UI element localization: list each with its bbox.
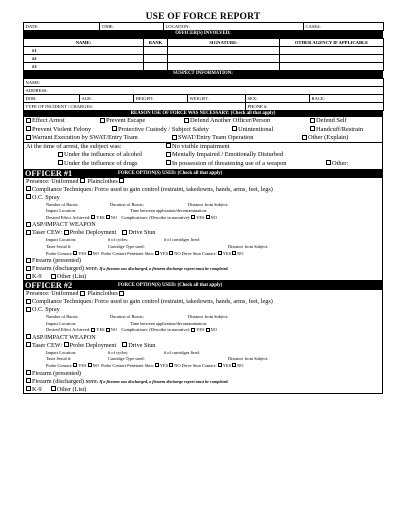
taser-option[interactable]: Taser CEW: bbox=[26, 342, 62, 349]
asp-row[interactable]: ASP/IMPACT WEAPON bbox=[24, 334, 382, 342]
officer-force-section bbox=[23, 178, 383, 282]
reason-protective-custody[interactable]: Protective Custody / Subject Safety bbox=[112, 126, 232, 134]
suspect-info-bar: SUSPECT INFORMATION: bbox=[23, 71, 383, 78]
use-of-force-form bbox=[23, 12, 383, 394]
presence-row: Presence: Uniformed Plainclothes bbox=[24, 290, 382, 298]
col-other-agency: OTHER AGENCY IF APPLICABLE bbox=[280, 38, 384, 46]
checkbox[interactable] bbox=[51, 274, 56, 279]
firearm-discharged-row[interactable]: Firearm (discharged) NOTE: If a firearm was discharged, a firearm discharge report must be completed. bbox=[24, 265, 382, 273]
k9-option[interactable]: K-9 bbox=[26, 273, 42, 280]
taser-contact-row: Probe Contact: YES NO Probe Contact Penetrate Skin: YES NO Drive Stun Contact: YES NO bbox=[46, 363, 244, 369]
subject-was-label: At the time of arrest, the subject was: bbox=[26, 142, 122, 150]
height-field[interactable]: HEIGHT: bbox=[134, 94, 188, 102]
checkbox[interactable] bbox=[26, 386, 31, 391]
checkbox[interactable] bbox=[26, 299, 31, 304]
reason-bar: REASON USE OF FORCE WAS NECESSARY: (Check all that apply) bbox=[23, 111, 383, 118]
force-options-label: FORCE OPTION(S) USED: (Check all that apply) bbox=[118, 170, 223, 176]
checkbox[interactable] bbox=[91, 328, 95, 332]
officer-row[interactable]: #1 bbox=[24, 46, 384, 54]
checkbox[interactable] bbox=[232, 363, 236, 367]
date-field[interactable]: DATE: bbox=[24, 23, 100, 31]
taser-row bbox=[24, 342, 382, 350]
firearm-presented-row[interactable]: Firearm (presented) bbox=[24, 370, 382, 378]
checkbox[interactable] bbox=[169, 363, 173, 367]
checkbox[interactable] bbox=[58, 160, 63, 165]
drive-stun-option[interactable]: Drive Stun bbox=[122, 342, 155, 349]
checkbox[interactable] bbox=[206, 328, 210, 332]
taser-impact-row: Impact Location: # of cycles: # of cartridges fired: bbox=[46, 237, 200, 243]
checkbox[interactable] bbox=[112, 126, 117, 131]
checkbox[interactable] bbox=[191, 328, 195, 332]
reason-handcuff[interactable]: Handcuff/Restrain bbox=[310, 126, 363, 134]
reason-swat-operation[interactable]: SWAT/Entry Team Operation bbox=[172, 134, 302, 142]
suspect-address-field[interactable]: ADDRESS: bbox=[24, 86, 384, 94]
col-rank: RANK bbox=[144, 38, 168, 46]
checkbox[interactable] bbox=[169, 251, 173, 255]
checkbox[interactable] bbox=[122, 230, 127, 235]
compliance-row[interactable]: Compliance Techniques: Force used to gain control (restraint, takedowns, hands, arms, feet, legs) bbox=[24, 186, 382, 194]
checkbox[interactable] bbox=[73, 363, 77, 367]
reason-prevent-felony[interactable]: Prevent Violent Felony bbox=[26, 126, 112, 134]
reason-other[interactable]: Other (Explain) bbox=[302, 134, 348, 142]
checkbox[interactable] bbox=[218, 251, 222, 255]
checkbox[interactable] bbox=[26, 266, 31, 271]
checkbox[interactable] bbox=[26, 135, 31, 140]
checkbox[interactable] bbox=[51, 386, 56, 391]
taser-serial-row: Taser Serial #: Cartridge Type used: Distance from Subject: bbox=[46, 356, 269, 362]
checkbox[interactable] bbox=[106, 328, 110, 332]
checkbox[interactable] bbox=[184, 118, 189, 123]
checkbox[interactable] bbox=[26, 194, 31, 199]
oc-spray-row[interactable]: O.C. Spray bbox=[24, 306, 382, 314]
taser-option[interactable]: Taser CEW: bbox=[26, 229, 62, 236]
taser-contact-row: Probe Contact: YES NO Probe Contact Penetrate Skin: YES NO Drive Stun Contact: YES NO bbox=[46, 250, 244, 256]
checkbox[interactable] bbox=[166, 152, 171, 157]
checkbox[interactable] bbox=[73, 251, 77, 255]
firearm-note: NOTE: If a firearm was discharged, a firearm discharge report must be completed. bbox=[85, 378, 229, 384]
checkbox[interactable] bbox=[119, 291, 124, 296]
other-list-option[interactable]: Other (List) bbox=[51, 386, 86, 393]
uniformed-option[interactable]: Uniformed bbox=[51, 178, 86, 185]
oc-spray-row[interactable]: O.C. Spray bbox=[24, 194, 382, 202]
firearm-note: NOTE: If a firearm was discharged, a firearm discharge report must be completed. bbox=[85, 266, 229, 272]
k9-row bbox=[24, 386, 382, 394]
checkbox[interactable] bbox=[232, 126, 237, 131]
taser-row bbox=[24, 229, 382, 237]
checkbox[interactable] bbox=[155, 251, 159, 255]
reason-warrant-swat[interactable]: Warrant Execution by SWAT/Entry Team bbox=[26, 134, 172, 142]
checkbox[interactable] bbox=[122, 342, 127, 347]
checkbox[interactable] bbox=[88, 363, 92, 367]
oc-impact-row: Impact Location: Time between application/decontamination: bbox=[46, 208, 208, 214]
header-table bbox=[23, 22, 384, 31]
checkbox[interactable] bbox=[326, 160, 331, 165]
checkbox[interactable] bbox=[26, 258, 31, 263]
asp-row[interactable]: ASP/IMPACT WEAPON bbox=[24, 221, 382, 229]
officers-involved-bar: OFFICER(S) INVOLVED: bbox=[23, 31, 383, 38]
officers-table bbox=[23, 38, 384, 71]
checkbox[interactable] bbox=[80, 291, 85, 296]
opt-other[interactable]: Other: bbox=[326, 160, 348, 169]
form-title: USE OF FORCE REPORT bbox=[145, 12, 261, 22]
age-field[interactable]: AGE: bbox=[80, 94, 134, 102]
opt-drugs[interactable]: Under the influence of drugs bbox=[58, 160, 166, 169]
drive-stun-option[interactable]: Drive Stun bbox=[122, 229, 155, 236]
checkbox[interactable] bbox=[26, 342, 31, 347]
taser-serial-row: Taser Serial #: Cartridge Type used: Distance from Subject: bbox=[46, 243, 269, 249]
checkbox[interactable] bbox=[232, 251, 236, 255]
checkbox[interactable] bbox=[58, 152, 63, 157]
checkbox[interactable] bbox=[80, 178, 85, 183]
firearm-discharged-row[interactable]: Firearm (discharged) NOTE: If a firearm was discharged, a firearm discharge report must be completed. bbox=[24, 378, 382, 386]
weight-field[interactable]: WEIGHT: bbox=[188, 94, 246, 102]
sex-field[interactable]: SEX: bbox=[246, 94, 310, 102]
time-field[interactable]: TIME: bbox=[100, 23, 164, 31]
checkbox[interactable] bbox=[206, 215, 210, 219]
reason-prevent-escape[interactable]: Prevent Escape bbox=[100, 117, 184, 125]
firearm-presented-row[interactable]: Firearm (presented) bbox=[24, 257, 382, 265]
checkbox[interactable] bbox=[26, 307, 31, 312]
reason-unintentional[interactable]: Unintentional bbox=[232, 126, 310, 134]
officer-header-bar bbox=[23, 169, 383, 178]
checkbox[interactable] bbox=[26, 274, 31, 279]
dob-field[interactable]: DOB: bbox=[24, 94, 80, 102]
reason-effect-arrest[interactable]: Effect Arrest bbox=[26, 117, 100, 125]
reason-section bbox=[23, 117, 383, 168]
checkbox[interactable] bbox=[88, 251, 92, 255]
checkbox[interactable] bbox=[26, 370, 31, 375]
opt-mental[interactable]: Mentally Impaired / Emotionally Disturbed bbox=[166, 151, 283, 160]
checkbox[interactable] bbox=[155, 363, 159, 367]
k9-option[interactable]: K-9 bbox=[26, 386, 42, 393]
checkbox[interactable] bbox=[26, 230, 31, 235]
officer-header-bar bbox=[23, 281, 383, 290]
checkbox[interactable] bbox=[64, 230, 69, 235]
probe-option[interactable]: Probe Deployment bbox=[64, 342, 117, 349]
checkbox[interactable] bbox=[100, 118, 105, 123]
col-name: NAME: bbox=[24, 38, 144, 46]
officer-name: OFFICER #1 bbox=[25, 168, 73, 178]
checkbox[interactable] bbox=[310, 118, 315, 123]
case-field[interactable]: CASE#: bbox=[304, 23, 384, 31]
checkbox[interactable] bbox=[26, 126, 31, 131]
officer-name: OFFICER #2 bbox=[25, 281, 73, 291]
checkbox[interactable] bbox=[91, 215, 95, 219]
uniformed-option[interactable]: Uniformed bbox=[51, 290, 86, 297]
checkbox[interactable] bbox=[106, 215, 110, 219]
reason-defend-another[interactable]: Defend Another Officer/Person bbox=[184, 117, 310, 125]
checkbox[interactable] bbox=[310, 126, 315, 131]
checkbox[interactable] bbox=[302, 135, 307, 140]
oc-desired-row: Desired Effect Achieved: YES NO Complications: (Describe in narrative): YES NO bbox=[46, 327, 217, 333]
compliance-row[interactable]: Compliance Techniques: Force used to gain control (restraint, takedowns, hands, arms, feet, legs) bbox=[24, 298, 382, 306]
officer-force-section bbox=[23, 290, 383, 394]
force-options-label: FORCE OPTION(S) USED: (Check all that apply) bbox=[118, 283, 223, 289]
oc-desired-row: Desired Effect Achieved: YES NO Complications: (Describe in narrative): YES NO bbox=[46, 214, 217, 220]
suspect-name-field[interactable]: NAME: bbox=[24, 78, 384, 86]
checkbox[interactable] bbox=[26, 222, 31, 227]
col-signature: SIGNATURE: bbox=[168, 38, 280, 46]
presence-row: Presence: Uniformed Plainclothes bbox=[24, 178, 382, 186]
reason-defend-self[interactable]: Defend Self bbox=[310, 117, 347, 125]
checkbox[interactable] bbox=[26, 334, 31, 339]
checkbox[interactable] bbox=[166, 143, 171, 148]
suspect-table bbox=[23, 78, 384, 111]
checkbox[interactable] bbox=[191, 215, 195, 219]
plainclothes-option[interactable]: Plainclothes bbox=[88, 290, 126, 297]
oc-bursts-row: Number of Bursts: Duration of Bursts: Distance from Subject: bbox=[46, 314, 229, 320]
incident-type-field[interactable]: TYPE OF INCIDENT / CHARGES: bbox=[24, 102, 246, 110]
opt-no-impairment[interactable]: No visible impairment bbox=[166, 143, 230, 152]
other-list-option[interactable]: Other (List) bbox=[51, 273, 86, 280]
plainclothes-option[interactable]: Plainclothes bbox=[88, 178, 126, 185]
opt-weapon[interactable]: In possession of threatening use of a weapon bbox=[166, 160, 326, 169]
checkbox[interactable] bbox=[64, 342, 69, 347]
probe-option[interactable]: Probe Deployment bbox=[64, 229, 117, 236]
checkbox[interactable] bbox=[119, 178, 124, 183]
location-field[interactable]: LOCATION: bbox=[164, 23, 304, 31]
officer-row[interactable]: #2 bbox=[24, 54, 384, 62]
checkbox[interactable] bbox=[166, 160, 171, 165]
taser-impact-row: Impact Location: # of cycles: # of cartridges fired: bbox=[46, 349, 200, 355]
k9-row bbox=[24, 273, 382, 281]
officer-sections bbox=[23, 169, 383, 394]
checkbox[interactable] bbox=[26, 378, 31, 383]
checkbox[interactable] bbox=[218, 363, 222, 367]
checkbox[interactable] bbox=[172, 135, 177, 140]
race-field[interactable]: RACE: bbox=[310, 94, 384, 102]
opt-alcohol[interactable]: Under the influence of alcohol bbox=[58, 151, 166, 160]
officer-row[interactable]: #3 bbox=[24, 62, 384, 70]
checkbox[interactable] bbox=[26, 118, 31, 123]
oc-bursts-row: Number of Bursts: Duration of Bursts: Distance from Subject: bbox=[46, 201, 229, 207]
checkbox[interactable] bbox=[26, 186, 31, 191]
phone-field[interactable]: PHONE #: bbox=[246, 102, 384, 110]
oc-impact-row: Impact Location: Time between application/decontamination: bbox=[46, 320, 208, 326]
